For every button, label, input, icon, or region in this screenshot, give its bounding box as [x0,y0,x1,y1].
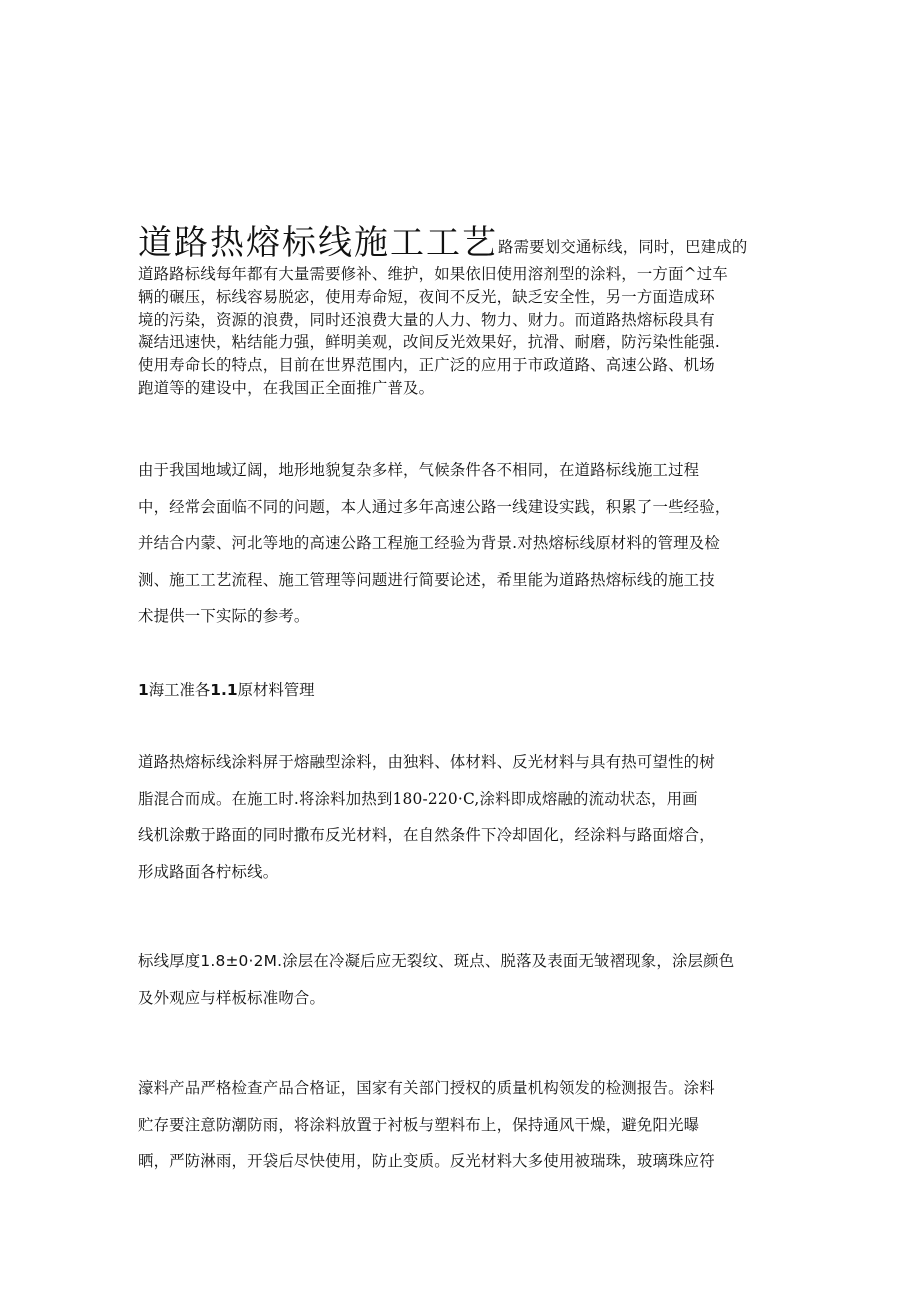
paragraph-line: 中，经常会面临不同的问题，本人通过多年高速公路一线建设实践，积累了一些经验， [138,497,731,516]
paragraph-line: 晒，严防淋雨，开袋后尽快使用，防止变质。反光材料大多使用被瑞珠，玻璃珠应符 [138,1152,715,1170]
paragraph-line [138,943,788,980]
paragraph-line: 濠料产品严格检查产品合格证，国家有关部门授权的质量机构领发的检测报告。涂料 [138,1079,715,1097]
paragraph-line: 术提供一下实际的参考。 [138,607,310,625]
thickness-value: 1.8±0·2M. [200,952,283,970]
intro-line: 路需要划交通标线，同时，巴建成的 [498,238,748,256]
intro-line: 境的污染，资源的浪费，同时还浪费大量的人力、物力、财力。而道路热熔标段具有 [138,310,715,329]
paragraph-line: 并结合内蒙、河北等地的高速公路工程施工经验为背景.对热熔标线原材料的管理及检 [138,534,720,552]
paragraph-line: 测、施工工艺流程、施工管理等问题进行简要论述，希里能为道路热熔标线的施工技 [138,570,715,589]
paragraph-line: 道路热熔标线涂料屏于熔融型涂料，由独料、体材料、反光材料与具有热可望性的树 [138,753,715,771]
paragraph-line: 线机涂敷于路面的同时撒布反光材料，在自然条件下冷却固化，经涂料与路面熔合， [138,826,715,844]
thickness-label: 标线厚度 [138,952,201,970]
section-number: 1 [138,681,149,699]
section-title: 海工准各 [148,681,211,699]
intro-line: 凝结迅速快，粘结能力强，鲜明美观，改间反光效果好，抗滑、耐磨，防污染性能强. [138,333,720,352]
paragraph-line: 形成路面各柠标线。 [138,862,279,881]
paragraph-line: 及外观应与样板标准吻合。 [138,988,326,1007]
document-title: 道路热熔标线施工工艺 [138,223,498,263]
paragraph-material [138,744,788,890]
paragraph-line: 由于我国地域辽阔，地形地貌复杂多样，气候条件各不相同，在道路标线施工过程 [138,461,700,479]
intro-line: 跑道等的建设中，在我国正全面推广普及。 [138,378,435,397]
intro-line: 使用寿命长的特点，目前在世界范围内，正广泛的应用于市政道路、高速公路、机场 [138,356,715,375]
paragraph-thickness [138,943,788,1016]
paragraph-background [138,452,788,635]
intro-paragraph [138,223,788,400]
paragraph-inspection [138,1070,788,1180]
paragraph-line: 脂混合而成。在施工时.将涂料加热到180-220·C,涂料即成熔融的流动状态，用画 [138,789,698,808]
thickness-text: 涂层在冷凝后应无裂纹、斑点、脱落及表面无皱褶现象，涂层颜色 [282,952,735,970]
intro-line: 道路路标线每年都有大量需要修补、维护，如果依旧使用溶剂型的涂料，一方面^过车 [138,265,728,283]
intro-line: 辆的碾压，标线容易脱宓，使用寿命短，夜间不反光，缺乏安全性，另一方面造成环 [138,287,715,306]
subsection-title: 原材料管理 [237,681,315,699]
paragraph-line: 贮存要注意防潮防雨，将涂料放置于衬板与塑料布上，保持通风干燥，避免阳光曝 [138,1115,700,1134]
intro-first-line [138,223,788,263]
section-heading [138,678,315,702]
subsection-number: 1.1 [210,681,238,699]
